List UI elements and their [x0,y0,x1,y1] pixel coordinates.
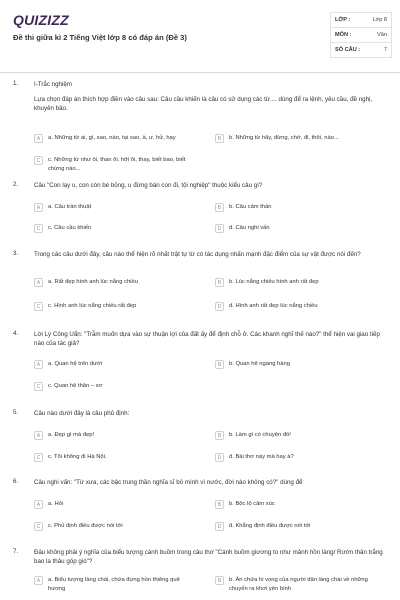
option-d[interactable] [215,453,294,462]
option-letter: D [215,522,224,531]
option-a[interactable] [34,500,63,509]
option-letter: C [34,522,43,531]
meta-row-question-count [331,43,391,57]
option-text: c. Hình anh lúc nắng chiều rất đẹp [48,303,137,309]
option-c[interactable] [34,156,188,173]
option-text: c. Phủ định điều được nói tới [48,523,123,529]
question-number: 1. [13,80,19,87]
option-text: b. Ẩn chứa hi vọng của người dân làng chài về những chuyến ra khơi yên bình [229,577,368,592]
option-letter: C [34,224,43,233]
question-text: Câu "Con lạy u, con còn bé bỏng, u đừng bán con đi, tội nghiệp" thuộc kiểu câu gì? [34,182,263,189]
option-letter: A [34,134,43,143]
option-text: a. Biểu tượng làng chài, chứa đựng hồn thiêng quê hương [48,577,180,592]
quizizz-logo: QUIZIZZ [13,12,69,28]
option-letter: B [215,500,224,509]
option-letter: C [34,156,43,165]
option-text: d. Hình anh rất đẹp lúc nắng chiều [229,303,318,309]
option-c[interactable] [34,382,102,391]
worksheet-header [0,0,400,73]
question-text: Lời Lý Công Uẩn: "Trẫm muốn dựa vào sự thuận lợi của đất ấy để định chỗ ở. Các khanh nghĩ thế nào?" thể hiện vai giao tiếp nào của tác giả? [34,331,380,347]
option-b[interactable] [215,134,339,143]
option-text: b. Câu cảm thán [229,204,272,210]
option-letter: D [215,302,224,311]
option-letter: C [34,382,43,391]
meta-key: MÔN : [335,32,352,38]
worksheet-title: Đề thi giữa kì 2 Tiếng Việt lớp 8 có đáp án (Đề 3) [13,33,187,42]
option-letter: A [34,576,43,585]
option-b[interactable] [215,278,319,287]
option-b[interactable] [215,360,290,369]
option-text: c. Những từ như ôi, than ôi, hỡi ôi, thay, biết bao, biết chừng nào... [48,157,186,172]
option-text: b. Bộc lộ cảm xúc [229,501,275,507]
option-letter: A [34,431,43,440]
option-text: d. Câu nghi vấn [229,225,270,231]
question-number: 4. [13,330,19,337]
question-text: Câu nghi vấn: "Từ xưa, các bậc trung thần nghĩa sĩ bỏ mình vì nước, đời nào không có?" dùng để [34,479,303,486]
option-b[interactable] [215,500,275,509]
meta-key: LỚP : [335,17,351,23]
option-c[interactable] [34,522,123,531]
option-d[interactable] [215,224,270,233]
option-text: b. Lúc nắng chiều hình anh rất đẹp [229,279,319,285]
option-a[interactable] [34,203,91,212]
option-letter: C [34,302,43,311]
option-letter: D [215,224,224,233]
meta-row-subject [331,28,391,43]
option-text: a. Câu trần thuật [48,204,92,210]
option-text: c. Quan hệ thân – sơ [48,383,103,389]
question-text: Trong các câu dưới đây, câu nào thể hiện rõ nhất trật tự từ có tác dụng nhấn mạnh đặc điểm của sự vật được nói đến? [34,251,361,258]
option-letter: A [34,203,43,212]
meta-value: Văn [377,32,387,38]
option-letter: B [215,360,224,369]
option-text: a. Rất đẹp hình anh lúc nắng chiều [48,279,138,285]
option-letter: B [215,134,224,143]
option-b[interactable] [215,431,291,440]
question-number: 3. [13,250,19,257]
meta-key: SỐ CÂU : [335,47,361,53]
option-a[interactable] [34,576,198,593]
option-letter: A [34,360,43,369]
option-text: b. Làm gì có chuyện đó! [229,432,291,438]
question-text: Câu nào dưới đây là câu phủ định: [34,410,130,417]
option-letter: B [215,431,224,440]
option-text: a. Hỏi [48,501,64,507]
question-number: 2. [13,181,19,188]
question-text: I-Trắc nghiệm [34,81,72,88]
option-b[interactable] [215,576,379,593]
worksheet-meta-table [330,12,392,58]
option-letter: B [215,203,224,212]
option-letter: D [215,453,224,462]
option-letter: A [34,500,43,509]
meta-row-class [331,13,391,28]
question-number: 7. [13,548,19,555]
option-text: b. Quan hệ ngang hàng [229,361,290,367]
option-c[interactable] [34,302,136,311]
option-c[interactable] [34,453,107,462]
option-text: b. Những từ hãy, đừng, chớ, đi, thôi, nào... [229,135,339,141]
question-number: 5. [13,409,19,416]
option-letter: A [34,278,43,287]
option-b[interactable] [215,203,272,212]
option-letter: B [215,278,224,287]
option-text: c. Câu cầu khiến [48,225,92,231]
option-a[interactable] [34,360,102,369]
option-c[interactable] [34,224,91,233]
option-text: a. Quan hệ trên dưới [48,361,103,367]
question-subtext: Lựa chọn đáp án thích hợp điền vào câu sau: Câu cầu khiến là câu có sử dụng các từ.... dùng để ra lệnh, yêu cầu, đề nghị, khuyên bảo. [34,96,373,112]
option-letter: B [215,576,224,585]
option-text: a. Những từ ai, gì, sao, nào, tại sao, à, ư, hử, hay [48,135,176,141]
option-text: c. Tôi không đi Hà Nội. [48,454,107,460]
option-a[interactable] [34,431,94,440]
option-text: d. Bài thơ này mà hay à? [229,454,294,460]
meta-value: Lớp 8 [372,17,387,23]
question-text: Đâu không phải ý nghĩa của biểu tượng cánh buồm trong câu thơ "Cánh buồm giương to như mảnh hồn làng/ Rướn thân trắng bao la thâu góp gió"? [34,549,383,565]
question-number: 6. [13,478,19,485]
option-d[interactable] [215,522,310,531]
option-text: d. Khẳng định điều được nói tới [229,523,311,529]
meta-value: 7 [383,47,387,53]
option-text: a. Đẹp gì mà đẹp! [48,432,95,438]
option-d[interactable] [215,302,318,311]
option-a[interactable] [34,278,138,287]
option-a[interactable] [34,134,176,143]
option-letter: C [34,453,43,462]
